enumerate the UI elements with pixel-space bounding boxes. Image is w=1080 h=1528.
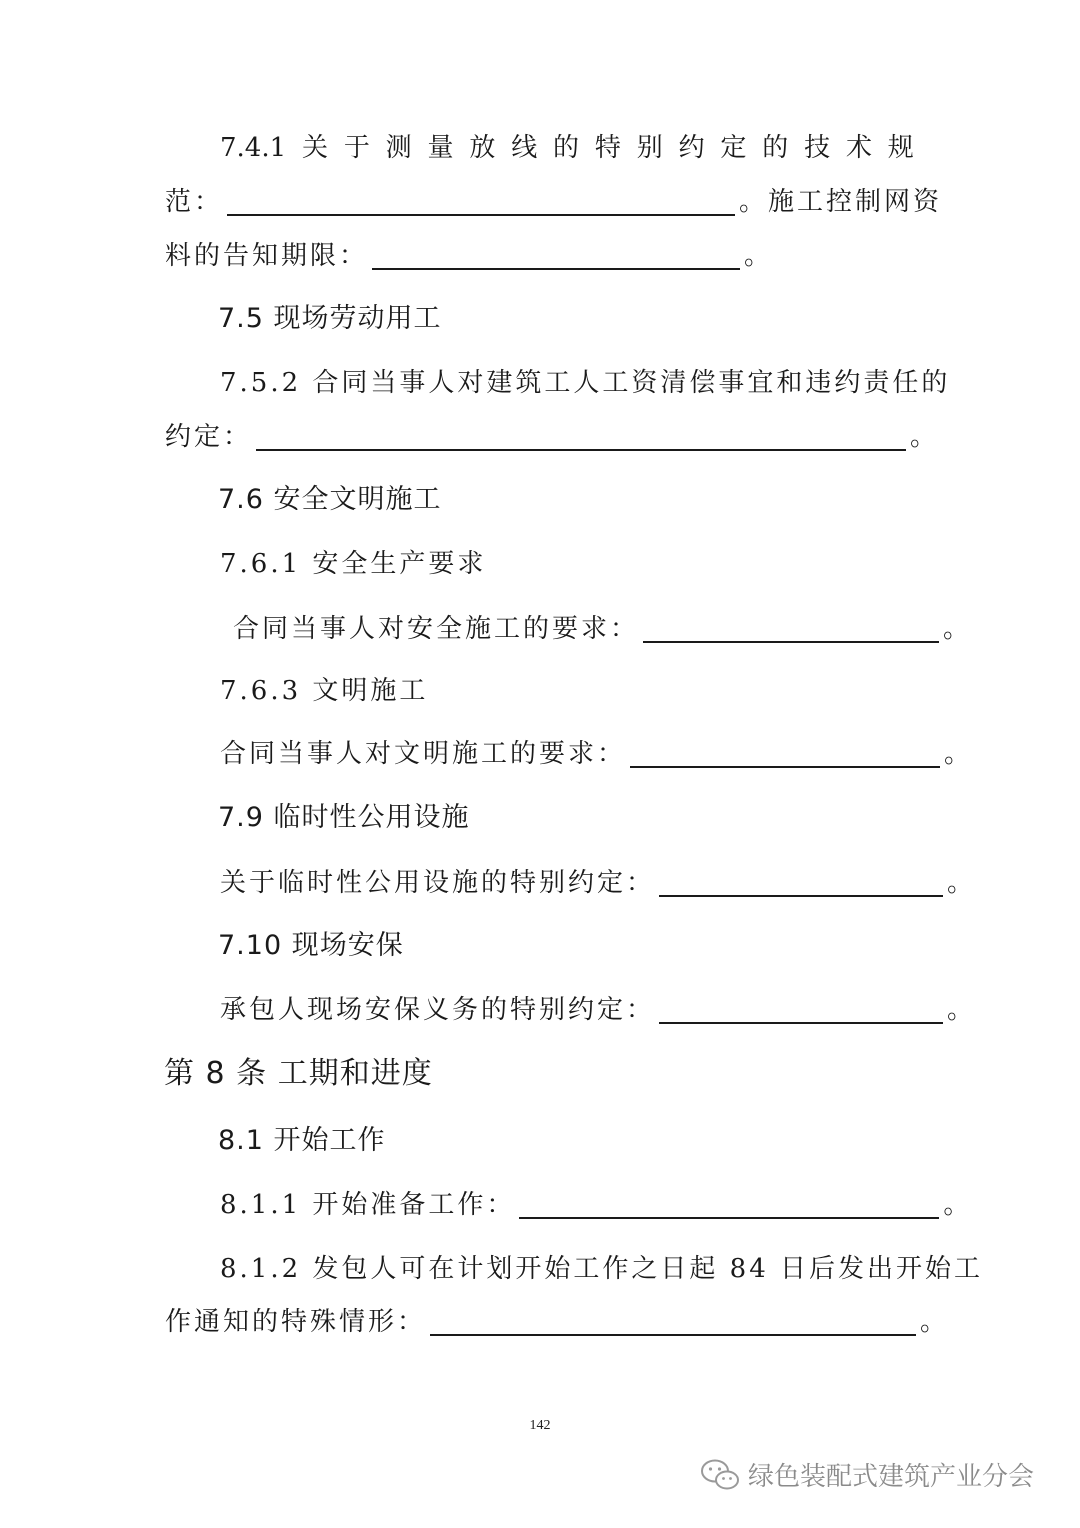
blank-field[interactable] — [430, 1308, 916, 1336]
blank-field[interactable] — [256, 423, 906, 451]
watermark-text: 绿色装配式建筑产业分会 — [748, 1462, 1035, 1492]
clause-8-1-2-line2: 作通知的特殊情形： 。 — [165, 1307, 950, 1337]
blank-field[interactable] — [659, 996, 943, 1024]
blank-field[interactable] — [630, 740, 940, 768]
heading-7-6: 7.6 安全文明施工 — [218, 484, 442, 515]
blank-field[interactable] — [519, 1191, 939, 1219]
heading-7-5: 7.5 现场劳动用工 — [218, 303, 442, 334]
blank-field[interactable] — [227, 188, 735, 216]
clause-7-4-1-line2: 范： 。施工控制网资 — [165, 187, 943, 217]
clause-7-4-1-line1: 7.4.1 关 于 测 量 放 线 的 特 别 约 定 的 技 术 规 — [220, 133, 914, 163]
clause-7-6-3: 7.6.3 文明施工 — [220, 676, 429, 706]
blank-field[interactable] — [643, 615, 939, 643]
clause-7-10-body: 承包人现场安保义务的特别约定： 。 — [220, 995, 977, 1025]
heading-8-1: 8.1 开始工作 — [218, 1125, 386, 1156]
clause-number: 7.4.1 — [220, 133, 287, 163]
clause-7-5-2-line2: 约定： 。 — [165, 422, 940, 452]
clause-7-4-1-line3: 料的告知期限： 。 — [165, 241, 774, 271]
wechat-icon — [700, 1458, 740, 1492]
blank-field[interactable] — [659, 869, 943, 897]
heading-7-9: 7.9 临时性公用设施 — [218, 802, 470, 833]
clause-7-5-2-line1: 7.5.2 合同当事人对建筑工人工资清偿事宜和违约责任的 — [220, 368, 951, 398]
page-number: 142 — [529, 1418, 551, 1433]
clause-8-1-2-line1: 8.1.2 发包人可在计划开始工作之日起 84 日后发出开始工 — [220, 1254, 984, 1284]
clause-7-6-1-body: 合同当事人对安全施工的要求： 。 — [233, 614, 973, 644]
heading-7-10: 7.10 现场安保 — [218, 930, 404, 961]
clause-7-6-1: 7.6.1 安全生产要求 — [220, 549, 487, 579]
clause-7-9-body: 关于临时性公用设施的特别约定： 。 — [220, 868, 977, 898]
blank-field[interactable] — [372, 242, 740, 270]
article-8-title: 第 8 条 工期和进度 — [164, 1056, 433, 1091]
clause-7-6-3-body: 合同当事人对文明施工的要求： 。 — [220, 739, 974, 769]
watermark — [700, 1456, 1034, 1493]
clause-8-1-1: 8.1.1 开始准备工作： 。 — [220, 1190, 973, 1220]
